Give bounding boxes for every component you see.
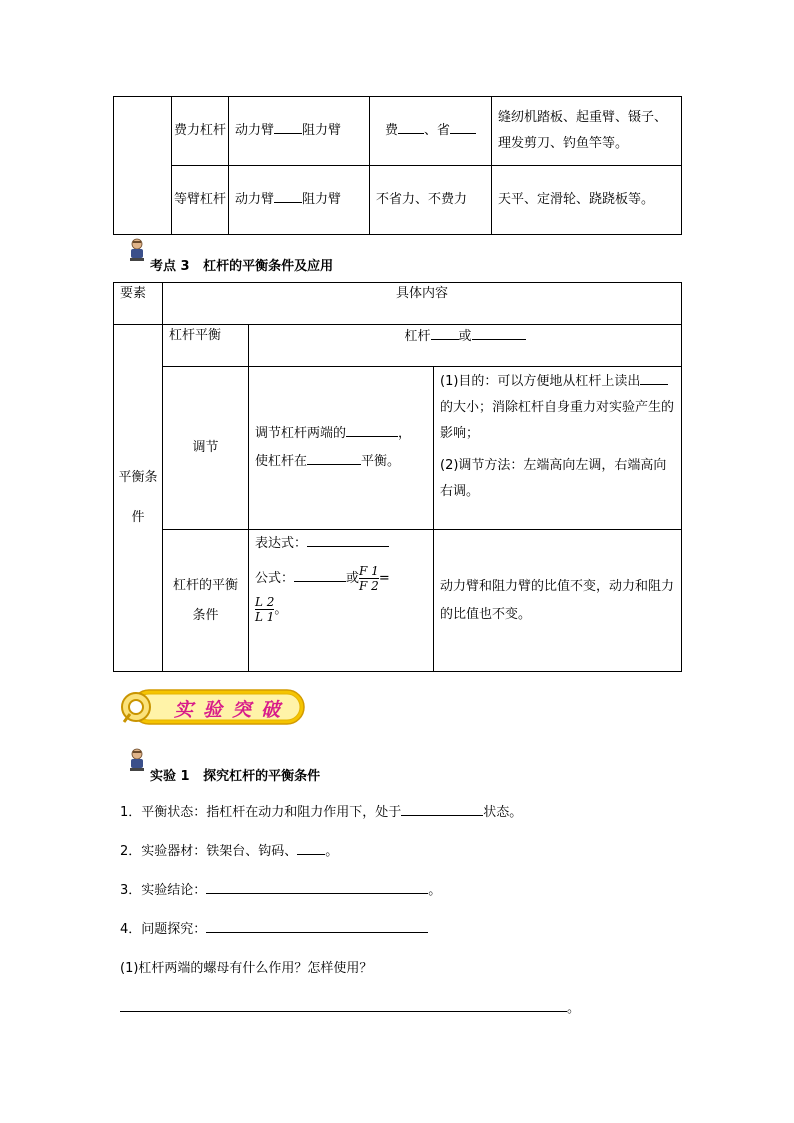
empty-cell [114, 97, 172, 235]
question-text: 。 [428, 883, 442, 898]
examples-cell [492, 166, 682, 235]
teacher-icon [128, 748, 146, 772]
note-text: 的大小；消除杠杆自身重力对实验产生的影响； [440, 400, 675, 441]
category-label: 平衡条件 [118, 470, 158, 525]
table-row [114, 325, 682, 367]
header-cell [163, 283, 682, 325]
formula-cell [249, 530, 434, 672]
table-row [114, 530, 682, 672]
table-row [114, 367, 682, 530]
experiment-heading [150, 765, 320, 784]
answer-blank[interactable] [307, 532, 389, 547]
answer-line [120, 997, 580, 1016]
section-title: 杠杆的平衡条件及应用 [203, 259, 334, 274]
row-label: 调节 [192, 440, 219, 455]
header-label: 要素 [120, 286, 147, 301]
relation-text: 动力臂 [235, 192, 275, 207]
note-text: (1)目的：可以方便地从杠杆上读出 [440, 374, 641, 389]
question-text: 3．实验结论： [120, 883, 207, 898]
content-text: ， [398, 426, 412, 441]
category-cell [114, 325, 163, 672]
relation-text: 阻力臂 [302, 123, 342, 138]
answer-blank[interactable] [346, 422, 398, 437]
answer-blank[interactable] [120, 997, 567, 1012]
lever-type-label: 费力杠杆 [174, 123, 227, 138]
question-1 [120, 801, 522, 820]
fraction-numerator: L 2 [255, 595, 275, 609]
fraction-numerator: F 1 [359, 564, 379, 578]
content-text: 表达式： [255, 536, 308, 551]
content-text: 使杠杆在 [255, 454, 308, 469]
answer-blank[interactable] [274, 119, 302, 134]
arm-ratio-fraction [255, 595, 274, 624]
answer-blank[interactable] [450, 119, 476, 134]
row-label-cell [163, 530, 249, 672]
banner-title: 实验突破 [173, 699, 290, 721]
note-cell [434, 530, 682, 672]
experiment-banner [118, 686, 308, 728]
table-row [114, 97, 682, 166]
lever-types-table [113, 96, 682, 235]
content-text: 平衡。 [361, 454, 401, 469]
effect-cell [370, 166, 492, 235]
content-text: 调节杠杆两端的 [255, 426, 347, 441]
section-label: 考点 3 [150, 259, 190, 274]
examples-cell [492, 97, 682, 166]
question-5 [120, 957, 372, 976]
lever-type-cell [172, 97, 229, 166]
answer-blank[interactable] [206, 918, 428, 933]
answer-blank[interactable] [640, 370, 668, 385]
question-text: (1)杠杆两端的螺母有什么作用？怎样使用？ [120, 961, 373, 976]
question-3 [120, 879, 441, 898]
force-ratio-fraction [359, 564, 379, 593]
answer-blank[interactable] [398, 119, 424, 134]
note-text: 动力臂和阻力臂的比值不变，动力和阻力的比值也不变。 [440, 578, 675, 622]
fraction-denominator: F 2 [359, 579, 379, 593]
row-label-cell [163, 325, 249, 367]
content-cell [249, 325, 682, 367]
content-text: 。 [274, 602, 288, 617]
relation-text: 阻力臂 [302, 192, 342, 207]
answer-blank[interactable] [472, 325, 526, 340]
row-label: 杠杆平衡 [169, 328, 222, 343]
fraction-denominator: L 1 [255, 610, 275, 624]
content-text: 杠杆 [404, 329, 431, 344]
answer-blank[interactable] [297, 840, 325, 855]
section-heading [150, 255, 333, 274]
effect-text: 费 [384, 123, 398, 138]
question-text: 。 [325, 844, 339, 859]
content-text: 或 [458, 329, 472, 344]
question-text: 。 [567, 1001, 581, 1016]
note-cell [434, 367, 682, 530]
row-label: 杠杆的平衡条件 [172, 577, 238, 623]
arm-relation-cell [229, 166, 370, 235]
content-text: 公式： [255, 571, 295, 586]
effect-text: 不省力、不费力 [376, 192, 468, 207]
question-4 [120, 918, 428, 937]
answer-blank[interactable] [274, 188, 302, 203]
effect-cell [370, 97, 492, 166]
header-cell [114, 283, 163, 325]
relation-text: 动力臂 [235, 123, 275, 138]
question-2 [120, 840, 338, 859]
examples-text: 缝纫机踏板、起重臂、镊子、理发剪刀、钓鱼竿等。 [498, 110, 668, 151]
question-text: 2．实验器材：铁架台、钩码、 [120, 844, 298, 859]
equals-sign: = [378, 571, 390, 586]
lever-type-cell [172, 166, 229, 235]
effect-text: 、省 [424, 123, 451, 138]
note-text: (2)调节方法：左端高向左调，右端高向右调。 [440, 458, 667, 499]
question-text: 1．平衡状态：指杠杆在动力和阻力作用下，处于 [120, 805, 402, 820]
content-text: 或 [346, 571, 360, 586]
header-label: 具体内容 [395, 286, 448, 301]
experiment-title: 探究杠杆的平衡条件 [203, 769, 321, 784]
examples-text: 天平、定滑轮、跷跷板等。 [498, 192, 655, 207]
answer-blank[interactable] [294, 567, 346, 582]
answer-blank[interactable] [307, 450, 361, 465]
answer-blank[interactable] [206, 879, 428, 894]
answer-blank[interactable] [431, 325, 459, 340]
table-row [114, 166, 682, 235]
experiment-label: 实验 1 [150, 769, 190, 784]
row-label-cell [163, 367, 249, 530]
lever-type-label: 等臂杠杆 [174, 192, 227, 207]
question-text: 4．问题探究： [120, 922, 207, 937]
teacher-icon [128, 238, 146, 262]
arm-relation-cell [229, 97, 370, 166]
balance-condition-table [113, 282, 682, 672]
answer-blank[interactable] [401, 801, 483, 816]
content-cell [249, 367, 434, 530]
table-row [114, 283, 682, 325]
question-text: 状态。 [483, 805, 523, 820]
